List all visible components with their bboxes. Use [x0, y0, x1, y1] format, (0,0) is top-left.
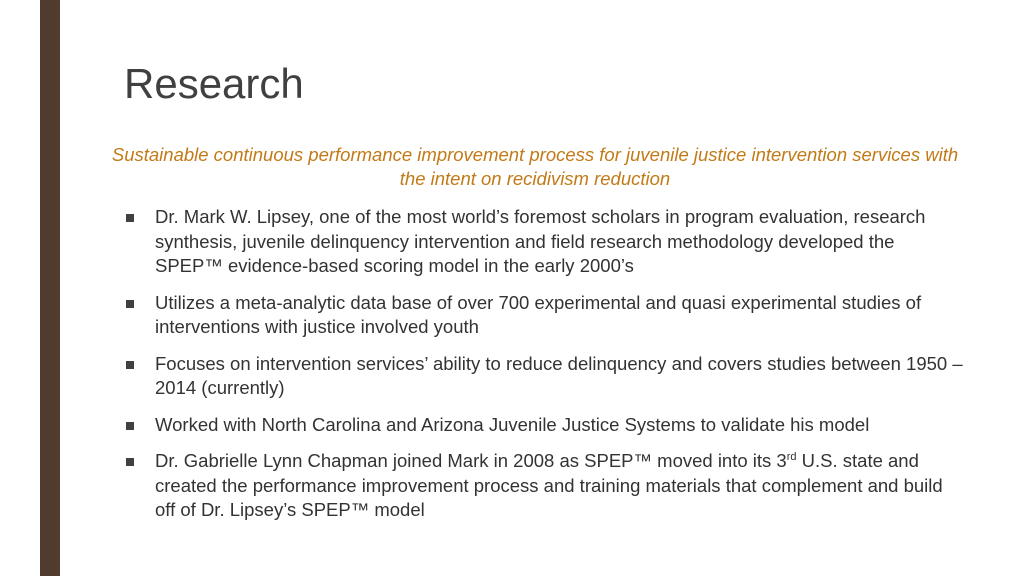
- ordinal-superscript: rd: [786, 451, 797, 463]
- bullet-text: Worked with North Carolina and Arizona Juvenile Justice Systems to validate his model: [155, 413, 870, 435]
- square-bullet-icon: [126, 214, 134, 222]
- slide-title: Research: [124, 60, 304, 107]
- bullet-text-part: U.S. state and created the performance improvement process and training materials that complement and build off of Dr. Lipsey’s SPEP™ model: [155, 450, 943, 520]
- square-bullet-icon: [126, 422, 134, 430]
- bullet-item: [124, 291, 964, 340]
- accent-bar: [40, 0, 60, 576]
- square-bullet-icon: [126, 458, 134, 466]
- slide-subtitle: Sustainable continuous performance improvement process for juvenile justice intervention services with the intent on recidivism reduction: [111, 144, 959, 189]
- bullet-item: [124, 449, 964, 523]
- bullet-text: Dr. Mark W. Lipsey, one of the most world’s foremost scholars in program evaluation, research synthesis, juvenile delinquency intervention and field research methodology developed the SPEP™ evidence-based scoring model in the early 2000’s: [155, 206, 926, 276]
- bullet-list: [124, 205, 964, 535]
- bullet-item: [124, 352, 964, 401]
- bullet-item: [124, 205, 964, 279]
- square-bullet-icon: [126, 361, 134, 369]
- bullet-text: Focuses on intervention services’ ability to reduce delinquency and covers studies between 1950 – 2014 (currently): [155, 352, 963, 398]
- bullet-text-part: Dr. Gabrielle Lynn Chapman joined Mark in 2008 as SPEP™ moved into its 3: [155, 450, 787, 471]
- bullet-item: [124, 413, 964, 438]
- square-bullet-icon: [126, 300, 134, 308]
- bullet-text: Utilizes a meta-analytic data base of over 700 experimental and quasi experimental studies of interventions with justice involved youth: [155, 291, 922, 337]
